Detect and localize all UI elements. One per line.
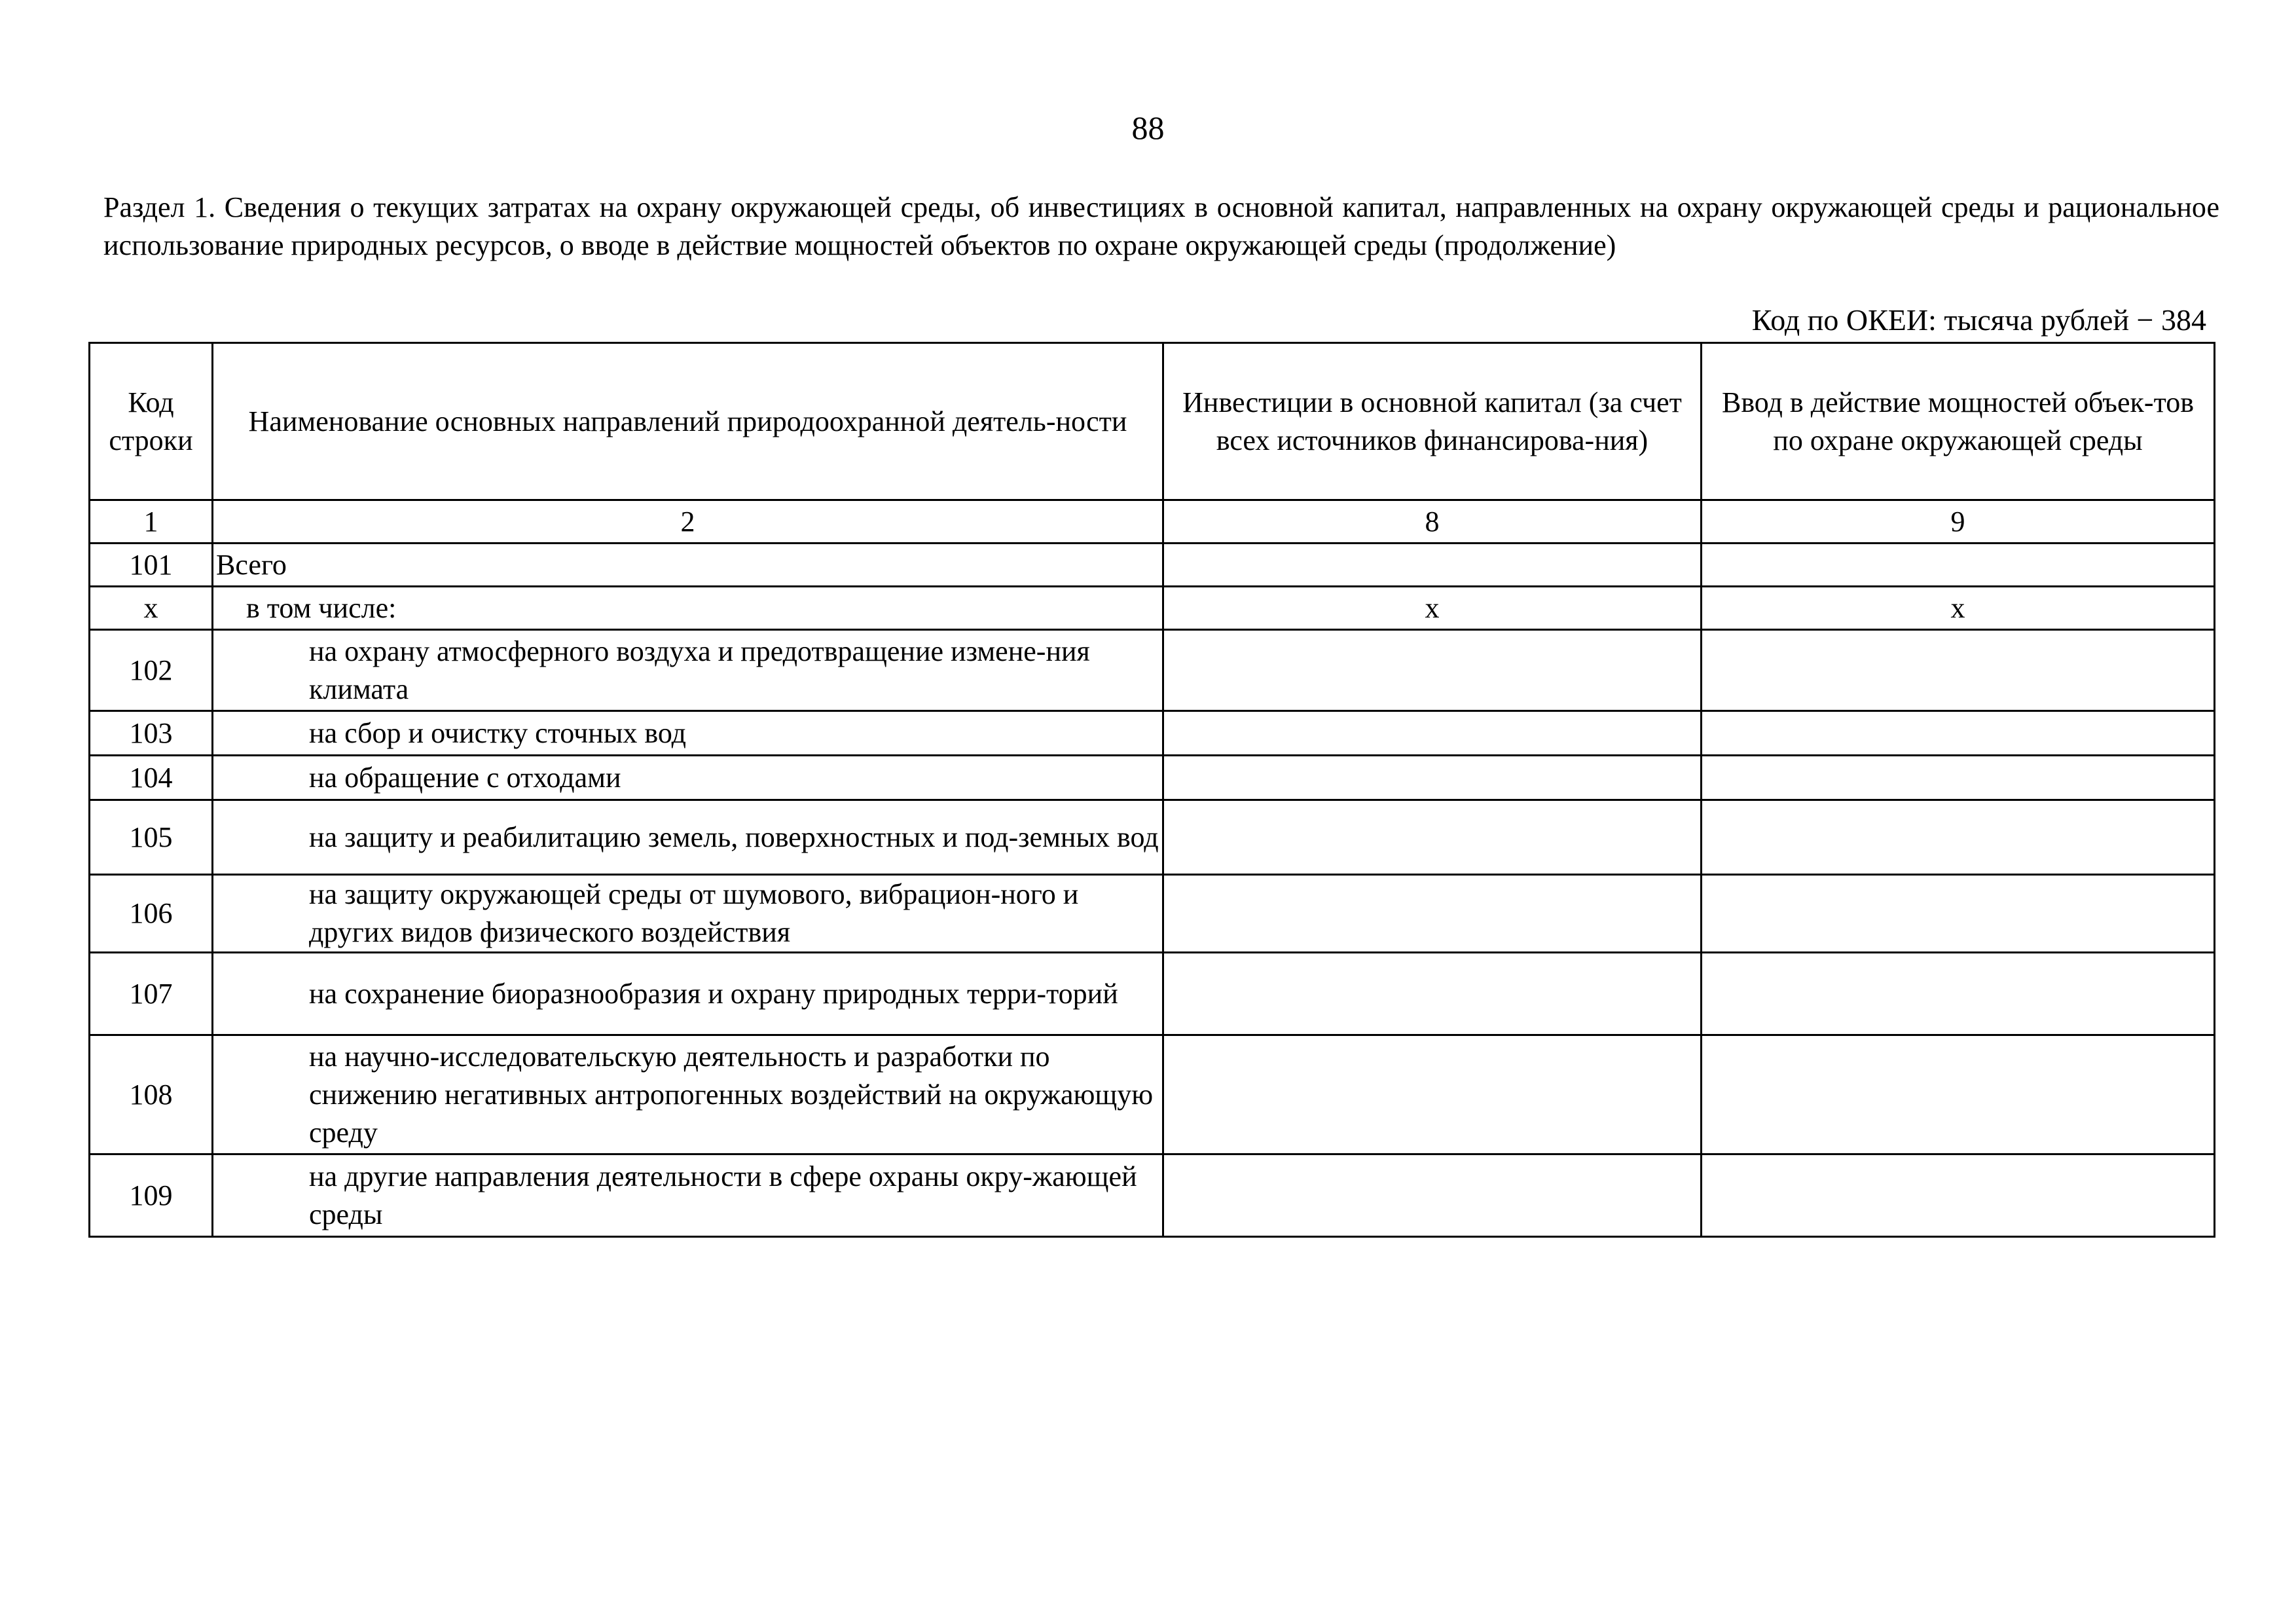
- row-code: 104: [90, 756, 213, 800]
- table-row: [90, 630, 2215, 711]
- commissioning-cell[interactable]: [1702, 875, 2215, 953]
- header-commissioning: Ввод в действие мощностей объек-тов по охране окружающей среды: [1702, 343, 2215, 500]
- commissioning-cell: х: [1702, 587, 2215, 630]
- commissioning-cell[interactable]: [1702, 544, 2215, 587]
- commissioning-cell[interactable]: [1702, 711, 2215, 756]
- commissioning-cell[interactable]: [1702, 800, 2215, 875]
- row-code: 109: [90, 1154, 213, 1237]
- commissioning-cell[interactable]: [1702, 630, 2215, 711]
- table-row: [90, 544, 2215, 587]
- row-code: х: [90, 587, 213, 630]
- row-code: 107: [90, 953, 213, 1035]
- commissioning-cell[interactable]: [1702, 756, 2215, 800]
- row-code: 102: [90, 630, 213, 711]
- row-name: на обращение с отходами: [213, 756, 1163, 800]
- row-name: на другие направления деятельности в сфере охраны окру-жающей среды: [213, 1154, 1163, 1237]
- row-code: 101: [90, 544, 213, 587]
- table-row: [90, 1154, 2215, 1237]
- table-row: [90, 953, 2215, 1035]
- row-name: на сбор и очистку сточных вод: [213, 711, 1163, 756]
- section-title: Раздел 1. Сведения о текущих затратах на охрану окружающей среды, об инвестициях в основной капитал, направленных на охрану окружающей среды и рациональное использование природных ресурсов, о вводе в действие мощностей объектов по охране окружающей среды (продолжение): [103, 191, 2219, 261]
- row-code: 105: [90, 800, 213, 875]
- table-row: [90, 711, 2215, 756]
- investments-cell[interactable]: [1163, 711, 1702, 756]
- table-row: [90, 587, 2215, 630]
- row-name: в том числе:: [213, 587, 1163, 630]
- row-name: на защиту окружающей среды от шумового, вибрацион-ного и других видов физического воздействия: [213, 875, 1163, 953]
- table-row: [90, 756, 2215, 800]
- investments-cell[interactable]: [1163, 1035, 1702, 1154]
- row-name: Всего: [213, 544, 1163, 587]
- investments-cell[interactable]: [1163, 756, 1702, 800]
- investments-cell[interactable]: [1163, 630, 1702, 711]
- investments-cell[interactable]: [1163, 800, 1702, 875]
- form-table: [88, 342, 2215, 1238]
- investments-cell[interactable]: [1163, 953, 1702, 1035]
- investments-cell: х: [1163, 587, 1702, 630]
- row-code: 103: [90, 711, 213, 756]
- column-number: 1: [90, 500, 213, 544]
- row-name: на защиту и реабилитацию земель, поверхностных и под-земных вод: [213, 800, 1163, 875]
- commissioning-cell[interactable]: [1702, 1035, 2215, 1154]
- investments-cell[interactable]: [1163, 875, 1702, 953]
- row-name: на научно-исследовательскую деятельность и разработки по снижению негативных антропогенных воздействий на окружающую среду: [213, 1035, 1163, 1154]
- column-number: 2: [213, 500, 1163, 544]
- column-numbers-row: [90, 500, 2215, 544]
- table-row: [90, 800, 2215, 875]
- table-row: [90, 875, 2215, 953]
- commissioning-cell[interactable]: [1702, 1154, 2215, 1237]
- commissioning-cell[interactable]: [1702, 953, 2215, 1035]
- table-header-row: [90, 343, 2215, 500]
- header-name: Наименование основных направлений природоохранной деятель-ности: [213, 343, 1163, 500]
- okei-code: Код по ОКЕИ: тысяча рублей − 384: [1751, 303, 2206, 337]
- header-investments: Инвестиции в основной капитал (за счет всех источников финансирова-ния): [1163, 343, 1702, 500]
- row-code: 108: [90, 1035, 213, 1154]
- row-name: на охрану атмосферного воздуха и предотвращение измене-ния климата: [213, 630, 1163, 711]
- investments-cell[interactable]: [1163, 544, 1702, 587]
- column-number: 9: [1702, 500, 2215, 544]
- investments-cell[interactable]: [1163, 1154, 1702, 1237]
- row-name: на сохранение биоразнообразия и охрану природных терри-торий: [213, 953, 1163, 1035]
- table-row: [90, 1035, 2215, 1154]
- header-code: Код строки: [90, 343, 213, 500]
- page-number: 88: [1131, 109, 1165, 146]
- row-code: 106: [90, 875, 213, 953]
- column-number: 8: [1163, 500, 1702, 544]
